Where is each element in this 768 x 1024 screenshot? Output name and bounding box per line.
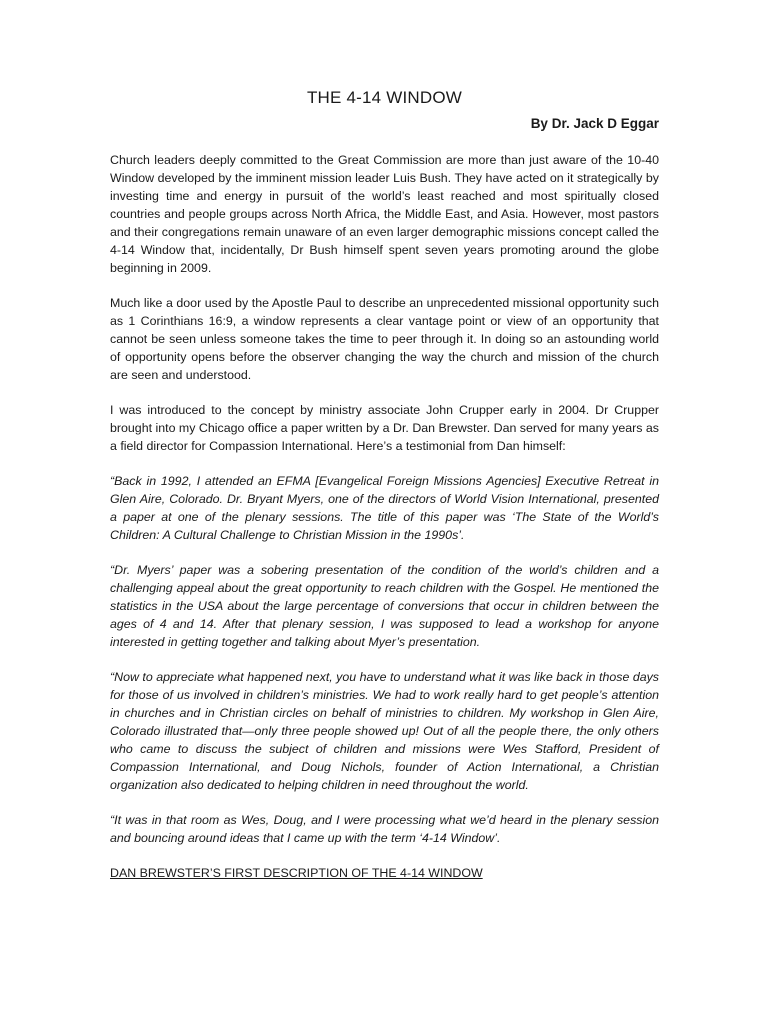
quote-paragraph-1: “Back in 1992, I attended an EFMA [Evangelical Foreign Missions Agencies] Executive Retreat in Glen Aire, Colorado. Dr. Bryant Myers, one of the directors of World Vision International, presented a paper at one of the plenary sessions. The title of this paper was ‘The State of the World’s Children: A Cultural Challenge to Christian Mission in the 1990s’. <box>110 474 659 542</box>
quote-paragraph-3: “Now to appreciate what happened next, you have to understand what it was like back in those days for those of us involved in children’s ministries. We had to work really hard to get people’s attention in churches and in Christian circles on behalf of ministries to children. My workshop in Glen Aire, Colorado illustrated that—only three people showed up! Out of all the people there, the only others who came to discuss the subject of children and missions were Wes Stafford, President of Compassion International, and Doug Nichols, founder of Action International, a Christian organization also dedicated to helping children in need throughout the world. <box>110 670 659 792</box>
section-heading: DAN BREWSTER’S FIRST DESCRIPTION OF THE 4-14 WINDOW <box>110 866 483 880</box>
quote-paragraph-2: “Dr. Myers’ paper was a sobering presentation of the condition of the world’s children and a challenging appeal about the great opportunity to reach children with the Gospel. He mentioned the statistics in the USA about the large percentage of conversions that occur in children between the ages of 4 and 14. After that plenary session, I was supposed to lead a workshop for anyone interested in getting together and talking about Myer’s presentation. <box>110 563 659 649</box>
document-page <box>110 88 659 882</box>
quote-paragraph-4: “It was in that room as Wes, Doug, and I were processing what we’d heard in the plenary session and bouncing around ideas that I came up with the term ‘4-14 Window’. <box>110 813 659 845</box>
author-byline: By Dr. Jack D Eggar <box>530 116 659 131</box>
body-paragraph-1: Church leaders deeply committed to the Great Commission are more than just aware of the 10-40 Window developed by the imminent mission leader Luis Bush. They have acted on it strategically by investing time and energy in pursuit of the world’s least reached and most spiritually closed countries and people groups across North Africa, the Middle East, and Asia. However, most pastors and their congregations remain unaware of an even larger demographic missions concept called the 4-14 Window that, incidentally, Dr Bush himself spent seven years promoting around the globe beginning in 2009. <box>110 153 659 275</box>
body-paragraph-3: I was introduced to the concept by ministry associate John Crupper early in 2004. Dr Crupper brought into my Chicago office a paper written by a Dr. Dan Brewster. Dan served for many years as a field director for Compassion International. Here’s a testimonial from Dan himself: <box>110 403 659 453</box>
document-title: THE 4-14 WINDOW <box>306 88 463 107</box>
body-paragraph-2: Much like a door used by the Apostle Paul to describe an unprecedented missional opportunity such as 1 Corinthians 16:9, a window represents a clear vantage point or view of an opportunity that cannot be seen unless someone takes the time to peer through it. In doing so an astounding world of opportunity opens before the observer changing the way the church and mission of the church are seen and understood. <box>110 296 659 382</box>
